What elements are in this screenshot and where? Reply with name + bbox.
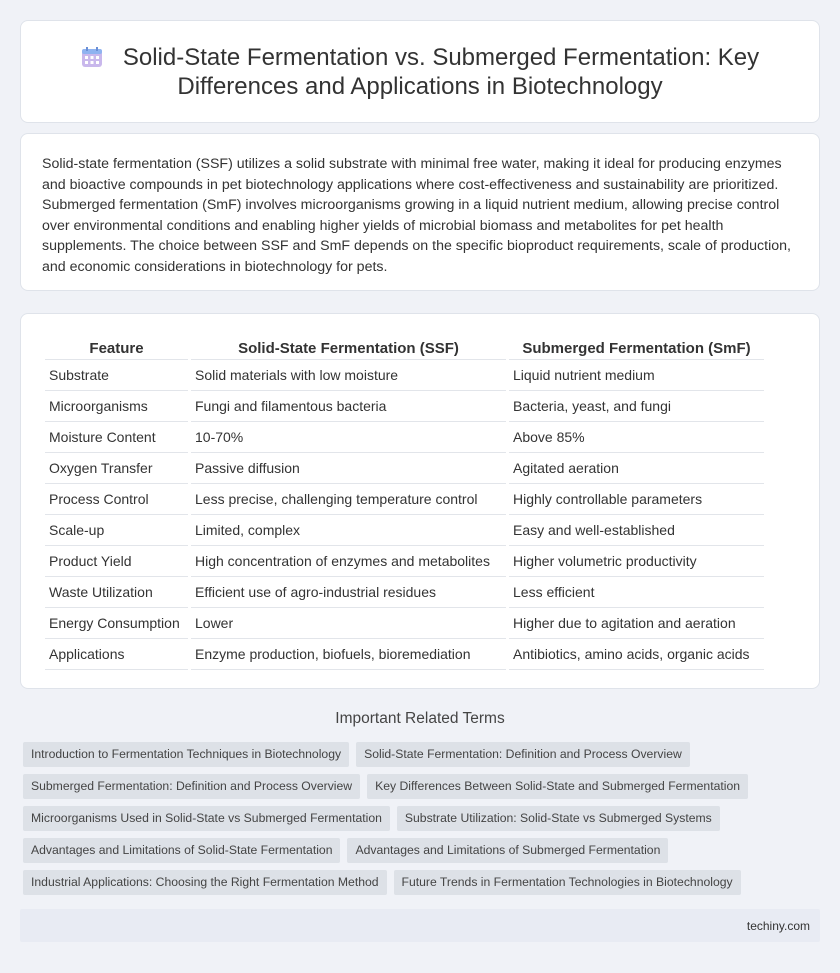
table-header-row (45, 333, 764, 360)
cell-smf: Above 85% (509, 422, 764, 453)
related-term-tag[interactable]: Future Trends in Fermentation Technologies in Biotechnology (394, 870, 741, 895)
cell-feature: Energy Consumption (45, 608, 188, 639)
header-ssf: Solid-State Fermentation (SSF) (191, 333, 506, 360)
table-body (45, 360, 764, 670)
cell-smf: Antibiotics, amino acids, organic acids (509, 639, 764, 670)
table-row (45, 577, 764, 608)
cell-smf: Higher due to agitation and aeration (509, 608, 764, 639)
cell-ssf: Passive diffusion (191, 453, 506, 484)
cell-feature: Microorganisms (45, 391, 188, 422)
related-terms-list (23, 742, 783, 902)
cell-ssf: Limited, complex (191, 515, 506, 546)
cell-ssf: 10-70% (191, 422, 506, 453)
related-terms-row (23, 870, 783, 896)
footer (20, 909, 820, 942)
related-terms-row (23, 742, 783, 768)
cell-smf: Easy and well-established (509, 515, 764, 546)
cell-feature: Oxygen Transfer (45, 453, 188, 484)
cell-feature: Applications (45, 639, 188, 670)
cell-feature: Product Yield (45, 546, 188, 577)
footer-site[interactable]: techiny.com (746, 919, 810, 933)
cell-ssf: Enzyme production, biofuels, bioremediation (191, 639, 506, 670)
related-terms-row (23, 838, 783, 864)
cell-smf: Higher volumetric productivity (509, 546, 764, 577)
cell-feature: Process Control (45, 484, 188, 515)
header-feature: Feature (45, 333, 188, 360)
cell-feature: Scale-up (45, 515, 188, 546)
related-terms-title: Important Related Terms (335, 710, 505, 727)
comparison-table-card (20, 313, 820, 689)
cell-ssf: Less precise, challenging temperature control (191, 484, 506, 515)
table-row (45, 546, 764, 577)
table-row (45, 608, 764, 639)
cell-ssf: High concentration of enzymes and metabolites (191, 546, 506, 577)
cell-smf: Highly controllable parameters (509, 484, 764, 515)
cell-feature: Substrate (45, 360, 188, 391)
intro-card (20, 133, 820, 291)
cell-smf: Less efficient (509, 577, 764, 608)
cell-smf: Liquid nutrient medium (509, 360, 764, 391)
table-row (45, 484, 764, 515)
related-term-tag[interactable]: Solid-State Fermentation: Definition and Process Overview (356, 742, 690, 767)
page-title-text: Solid-State Fermentation vs. Submerged Fermentation: Key Differences and Applications in Biotechnology (122, 44, 760, 100)
page-title (21, 43, 819, 101)
cell-smf: Bacteria, yeast, and fungi (509, 391, 764, 422)
related-term-tag[interactable]: Introduction to Fermentation Techniques in Biotechnology (23, 742, 349, 767)
table-row (45, 515, 764, 546)
related-term-tag[interactable]: Advantages and Limitations of Submerged Fermentation (347, 838, 668, 863)
table-row (45, 453, 764, 484)
related-term-tag[interactable]: Key Differences Between Solid-State and Submerged Fermentation (367, 774, 748, 799)
title-card (20, 20, 820, 123)
cell-smf: Agitated aeration (509, 453, 764, 484)
intro-paragraph: Solid-state fermentation (SSF) utilizes a solid substrate with minimal free water, making it ideal for producing enzymes and bioactive compounds in pet biotechnology applications where cost-effectiveness and sustainability are prioritized. Submerged fermentation (SmF) involves microorganisms growing in a liquid nutrient medium, allowing precise control over environmental conditions and enabling higher yields of microbial biomass and metabolites for pet health supplements. The choice between SSF and SmF depends on the specific bioproduct requirements, scale of production, and economic considerations in biotechnology for pets. (42, 156, 791, 275)
title-wrap (21, 43, 819, 101)
comparison-table (42, 333, 767, 670)
related-term-tag[interactable]: Industrial Applications: Choosing the Right Fermentation Method (23, 870, 387, 895)
cell-feature: Waste Utilization (45, 577, 188, 608)
related-terms-row (23, 774, 783, 800)
cell-ssf: Fungi and filamentous bacteria (191, 391, 506, 422)
table-row (45, 391, 764, 422)
related-terms-row (23, 806, 783, 832)
related-term-tag[interactable]: Substrate Utilization: Solid-State vs Submerged Systems (397, 806, 720, 831)
related-term-tag[interactable]: Microorganisms Used in Solid-State vs Submerged Fermentation (23, 806, 390, 831)
related-term-tag[interactable]: Submerged Fermentation: Definition and Process Overview (23, 774, 360, 799)
table-row (45, 422, 764, 453)
table-row (45, 639, 764, 670)
table-row (45, 360, 764, 391)
calendar-grid-icon (81, 46, 103, 68)
cell-ssf: Solid materials with low moisture (191, 360, 506, 391)
header-smf: Submerged Fermentation (SmF) (509, 333, 764, 360)
related-term-tag[interactable]: Advantages and Limitations of Solid-State Fermentation (23, 838, 340, 863)
cell-feature: Moisture Content (45, 422, 188, 453)
cell-ssf: Lower (191, 608, 506, 639)
cell-ssf: Efficient use of agro-industrial residues (191, 577, 506, 608)
